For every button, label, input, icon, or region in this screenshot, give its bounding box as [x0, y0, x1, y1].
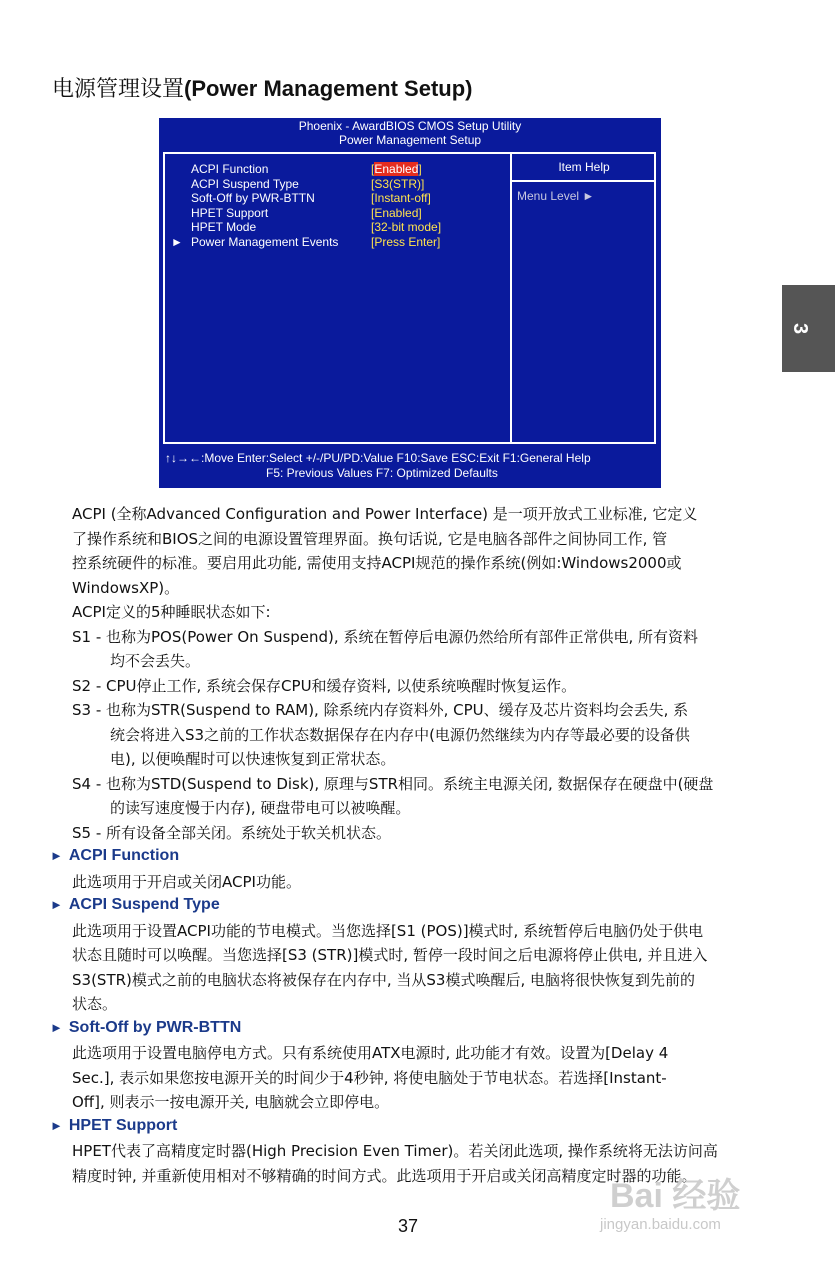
bios-footer-line1: ↑↓→←:Move Enter:Select +/-/PU/PD:Value F10:Save ESC:Exit F1:General Help — [165, 451, 591, 465]
section-heading — [50, 1019, 241, 1037]
bullet-arrow-icon: ► — [50, 848, 63, 863]
intro-line: ACPI (全称Advanced Configuration and Power Interface) 是一项开放式工业标准, 它定义 — [72, 505, 698, 523]
sleep-state-line: S1 - 也称为POS(Power On Suspend), 系统在暂停后电源仍然给所有部件正常供电, 所有资料 — [72, 627, 698, 646]
bullet-arrow-icon: ► — [50, 1019, 63, 1035]
bios-footer-line2: F5: Previous Values F7: Optimized Defaults — [266, 466, 498, 480]
section-heading — [50, 896, 220, 914]
section-heading-text: ACPI Function — [68, 847, 180, 864]
selected-value-highlight: Enabled — [374, 162, 419, 176]
bios-frame — [163, 152, 656, 444]
intro-line: 控系统硬件的标准。要启用此功能, 需使用支持ACPI规范的操作系统(例如:Windows2000或 — [72, 554, 682, 572]
bios-item-label: HPET Support — [191, 205, 269, 220]
bios-screen — [159, 118, 661, 488]
sleep-state-line: 统会将进入S3之前的工作状态数据保存在内存中(电源仍然继续为内存等最必要的设备供 — [110, 725, 690, 744]
section-body-line: 此选项用于开启或关闭ACPI功能。 — [72, 872, 301, 891]
sleep-state-line: S4 - 也称为STD(Suspend to Disk), 原理与STR相同。系统主电源关闭, 数据保存在硬盘中(硬盘 — [72, 774, 714, 793]
bios-item-value[interactable]: [Enabled] — [371, 205, 422, 220]
section-heading-text: Soft-Off by PWR-BTTN — [68, 1018, 242, 1036]
bios-item-label: ACPI Function — [191, 162, 269, 176]
bios-header-line1: Phoenix - AwardBIOS CMOS Setup Utility — [298, 119, 522, 133]
bios-item-label: Soft-Off by PWR-BTTN — [191, 191, 315, 206]
bios-item-label: ACPI Suspend Type — [191, 176, 299, 191]
bios-item-label: Power Management Events — [191, 234, 339, 249]
menu-level: Menu Level ► — [517, 189, 595, 203]
watermark — [600, 1168, 800, 1248]
watermark-logo: Bai 经验 — [610, 1177, 741, 1215]
page-number: 37 — [398, 1216, 419, 1236]
section-body-line: Sec.], 表示如果您按电源开关的时间少于4秒钟, 将使电脑处于节电状态。若选择[Instant- — [72, 1068, 667, 1087]
bios-item-value[interactable]: [Press Enter] — [371, 234, 441, 249]
bios-header — [159, 118, 661, 147]
bios-item-value[interactable]: [S3(STR)] — [371, 176, 425, 191]
section-heading — [50, 1117, 177, 1135]
page-title: 电源管理设置(Power Management Setup) — [52, 76, 473, 102]
intro-line: 了操作系统和BIOS之间的电源设置管理界面。换句话说, 它是电脑各部件之间协同工作, 管 — [72, 529, 668, 548]
item-help-title: Item Help — [512, 154, 656, 182]
sleep-state-line: S3 - 也称为STR(Suspend to RAM), 除系统内存资料外, CPU、缓存及芯片资料均会丢失, 系 — [72, 701, 689, 719]
section-heading-text: ACPI Suspend Type — [68, 896, 220, 913]
bios-item-label: HPET Mode — [191, 220, 257, 235]
watermark-url: jingyan.baidu.com — [600, 1216, 721, 1233]
intro-line: WindowsXP)。 — [72, 578, 180, 597]
chapter-tab: 3 — [782, 285, 835, 372]
sleep-state-line: S2 - CPU停止工作, 系统会保存CPU和缓存资料, 以使系统唤醒时恢复运作。 — [72, 676, 577, 695]
section-body-line: 此选项用于设置ACPI功能的节电模式。当您选择[S1 (POS)]模式时, 系统暂停后电脑仍处于供电 — [72, 921, 704, 940]
section-body-line: 精度时钟, 并重新使用相对不够精确的时间方式。此选项用于开启或关闭高精度定时器的功能。 — [72, 1166, 697, 1185]
sleep-state-line: 均不会丢失。 — [110, 652, 201, 670]
bullet-arrow-icon: ► — [50, 897, 63, 912]
sleep-state-line: S5 - 所有设备全部关闭。系统处于软关机状态。 — [72, 823, 392, 842]
submenu-arrow-icon: ► — [171, 234, 183, 249]
bios-item-value[interactable]: [Instant-off] — [371, 191, 431, 206]
section-body-line: 状态且随时可以唤醒。当您选择[S3 (STR)]模式时, 暂停一段时间之后电源将停止供电, 并且进入 — [72, 946, 708, 964]
bios-item-value[interactable]: [Enabled] — [371, 162, 422, 176]
bullet-arrow-icon: ► — [50, 1117, 63, 1133]
bios-footer — [159, 451, 661, 481]
section-body-line: 此选项用于设置电脑停电方式。只有系统使用ATX电源时, 此功能才有效。设置为[Delay 4 — [72, 1044, 669, 1062]
section-body-line: S3(STR)模式之前的电脑状态将被保存在内存中, 当从S3模式唤醒后, 电脑将很快恢复到先前的 — [72, 970, 696, 989]
bios-item-value[interactable]: [32-bit mode] — [371, 220, 442, 235]
bios-divider — [510, 154, 512, 442]
section-body-line: 状态。 — [72, 995, 118, 1013]
section-heading — [50, 847, 179, 865]
section-body-line: Off], 则表示一按电源开关, 电脑就会立即停电。 — [72, 1093, 390, 1111]
sleep-state-line: 的读写速度慢于内存), 硬盘带电可以被唤醒。 — [110, 799, 411, 817]
intro-line: ACPI定义的5种睡眠状态如下: — [72, 603, 271, 621]
section-body-line: HPET代表了高精度定时器(High Precision Even Timer)。若关闭此选项, 操作系统将无法访问高 — [72, 1142, 718, 1160]
sleep-state-line: 电), 以便唤醒时可以快速恢复到正常状态。 — [110, 750, 396, 768]
bios-header-line2: Power Management Setup — [338, 133, 482, 147]
section-heading-text: HPET Support — [68, 1116, 178, 1134]
